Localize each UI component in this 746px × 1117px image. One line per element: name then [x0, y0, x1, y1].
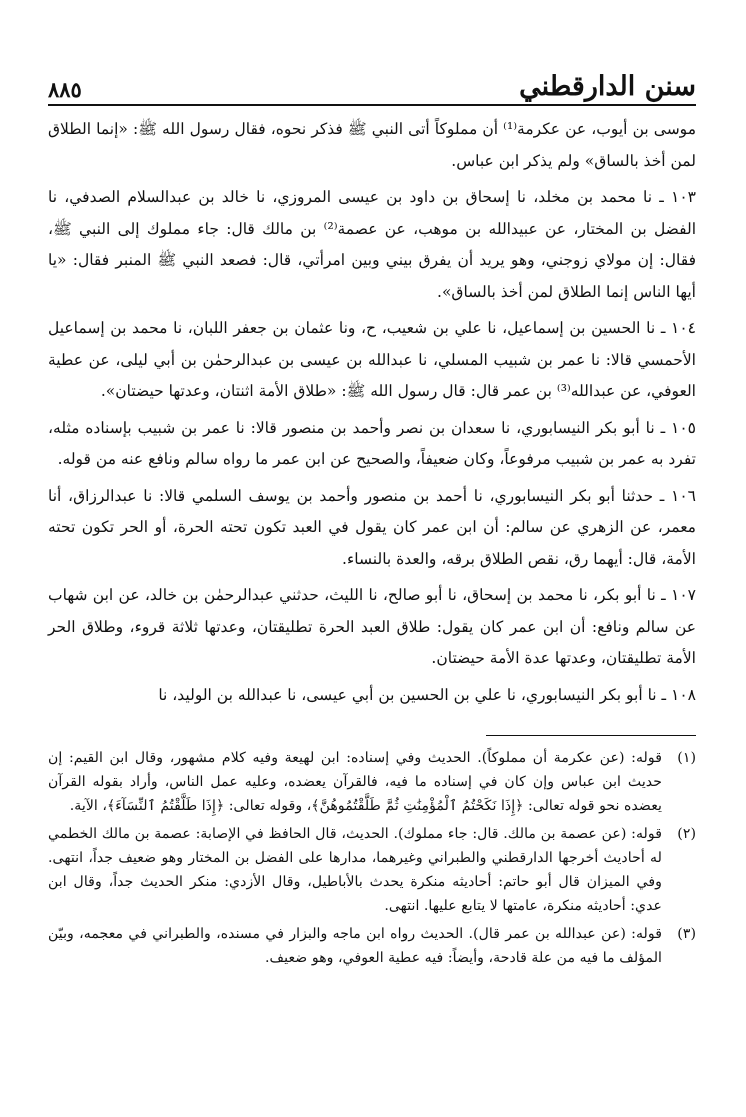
footnote-number: (٣) — [677, 926, 696, 942]
footnote-text: قوله: (عن عكرمة أن مملوكاً). الحديث وفي إسناده: ابن لهيعة وفيه كلام مشهور، وقال ابن القيم: إن حديث ابن عباس وإن كان في إسناده ما فيه، فالقرآن يعضده، وعليه عمل الناس، وأراد بقوله القرآن يعضده نحو قوله تعالى: ﴿إِذَا نَكَحْتُمُ ٱلْمُؤْمِنَٰتِ ثُمَّ طَلَّقْتُمُوهُنَّ﴾، وقوله تعالى: ﴿إِذَا طَلَّقْتُمُ ٱلنِّسَآءَ﴾، الآية. — [48, 750, 662, 814]
book-page — [48, 62, 696, 974]
book-title: سنن الدارقطني — [519, 71, 696, 102]
main-text — [48, 114, 696, 711]
hadith-104: ١٠٤ ـ نا الحسين بن إسماعيل، نا علي بن شعيب، ح، ونا عثمان بن جعفر اللبان، نا محمد بن إسماعيل الأحمسي قالا: نا عمر بن شبيب المسلي، نا عبدالله بن عيسى بن عبدالرحمٰن بن أبي ليلى، عن عطية العوفي، عن عبدالله⁽³⁾ بن عمر قال: قال رسول الله ﷺ: «طلاق الأمة اثنتان، وعدتها حيضتان». — [48, 319, 696, 400]
footnote-text: قوله: (عن عصمة بن مالك. قال: جاء مملوك). الحديث، قال الحافظ في الإصابة: عصمة بن مالك الخطمي له أحاديث أخرجها الدارقطني والطبراني وغيرهما، مدارها على الفضل بن المختار وهو ضعيف جداً، انتهى. وفي الميزان قال أبو حاتم: أحاديثه منكرة يحدث بالأباطيل، وقال الأزدي: منكر الحديث جداً، وقال ابن عدي: أحاديثه منكرة، عامتها لا يتابع عليها. انتهى. — [48, 826, 662, 914]
paragraph: موسى بن أيوب، عن عكرمة⁽¹⁾ أن مملوكاً أتى النبي ﷺ فذكر نحوه، فقال رسول الله ﷺ: «إنما الطلاق لمن أخذ بالساق» ولم يذكر ابن عباس. — [48, 120, 696, 170]
hadith-107: ١٠٧ ـ نا أبو بكر، نا محمد بن إسحاق، نا أبو صالح، نا الليث، حدثني عبدالرحمٰن بن خالد، عن ابن شهاب عن سالم ونافع: أن ابن عمر كان يقول: طلاق العبد الحرة تطليقتان، وعدتها ثلاثة قروء، وطلاق الحر الأمة تطليقتان، وعدتها عدة الأمة حيضتان. — [48, 586, 696, 667]
footnote-separator — [486, 735, 696, 736]
footnote-number: (١) — [677, 750, 696, 766]
hadith-103: ١٠٣ ـ نا محمد بن مخلد، نا إسحاق بن داود بن عيسى المروزي، نا خالد بن عبدالسلام الصدفي، نا الفضل بن المختار، عن عبيدالله بن موهب، عن عصمة⁽²⁾ بن مالك قال: جاء مملوك إلى النبي ﷺ، فقال: إن مولاي زوجني، وهو يريد أن يفرق بيني وبين امرأتي، قال: فصعد النبي ﷺ المنبر فقال: «يا أيها الناس إنما الطلاق لمن أخذ بالساق». — [48, 188, 696, 301]
page-number: ٨٨٥ — [48, 77, 82, 102]
page-header — [48, 62, 696, 100]
footnotes — [48, 746, 696, 970]
hadith-105: ١٠٥ ـ نا أبو بكر النيسابوري، نا سعدان بن نصر وأحمد بن منصور قالا: نا عمر بن شبيب بإسناده مثله، تفرد به عمر بن شبيب مرفوعاً، وكان ضعيفاً، والصحيح عن ابن عمر ما رواه سالم ونافع عنه من قوله. — [48, 418, 696, 468]
hadith-108: ١٠٨ ـ نا أبو بكر النيسابوري، نا علي بن الحسين بن أبي عيسى، نا عبدالله بن الوليد، نا — [158, 685, 696, 704]
footnote-2 — [48, 822, 696, 918]
footnote-number: (٢) — [677, 826, 696, 842]
header-rule — [48, 104, 696, 106]
footnote-1 — [48, 746, 696, 818]
hadith-106: ١٠٦ ـ حدثنا أبو بكر النيسابوري، نا أحمد بن منصور وأحمد بن يوسف السلمي قالا: نا عبدالرزاق، أنا معمر، عن الزهري عن سالم: أن ابن عمر كان يقول في العبد تكون تحته الحرة، أو الحر تكون تحته الأمة، قال: أيهما رق، نقص الطلاق برقه، والعدة بالنساء. — [48, 486, 696, 568]
footnote-3 — [48, 922, 696, 970]
footnote-text: قوله: (عن عبدالله بن عمر قال). الحديث رواه ابن ماجه والبزار في مسنده، والطبراني في معجمه، وبيّن المؤلف ما فيه من علة قادحة، وأيضاً: فيه عطية العوفي، وهو ضعيف. — [48, 926, 662, 966]
